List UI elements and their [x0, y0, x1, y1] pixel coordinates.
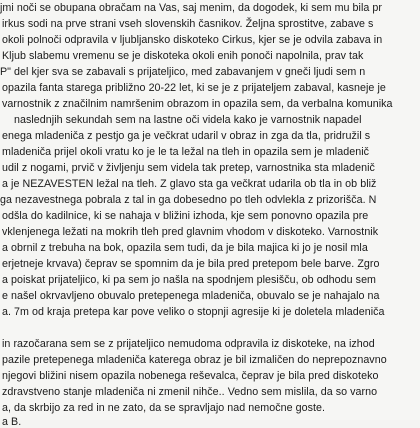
letter-line: a. 7m od kraja pretepa kar pove veliko o stopnji agresije ki je doletela mladeniča: [2, 306, 385, 318]
letter-line: okoli polnoči odpravila v ljubljansko diskoteko Cirkus, kjer se je odvila zabava in: [2, 34, 383, 46]
letter-line: vklenjenega ležati na mokrih tleh pred glavnim vhodom v diskoteko. Varnostnik: [2, 226, 379, 238]
letter-line: mladeniča prijel okoli vratu ko je le ta ležal na tleh in opazila sem je mladenič: [2, 146, 370, 158]
letter-line: odšla do kadilnice, ki se nahaja v bližini izhoda, kje sem ponovno opazila pre: [2, 210, 369, 222]
letter-line: in razočarana sem se z prijateljico nemudoma odpravila iz diskoteke, na izhod: [2, 338, 375, 350]
letter-line: Kljub slabemu vremenu se je diskoteka okoli enih ponoči napolnila, prav tak: [2, 50, 364, 62]
signature-line: a B.: [2, 416, 22, 428]
letter-line: irkus sodi na prve strani vseh slovenskih časnikov. Željna sprostitve, zabave s: [2, 18, 374, 30]
letter-line: enega mladeniča z pestjo ga je večkrat udaril v obraz in zga da tla, pridružil s: [2, 130, 371, 142]
letter-line: erjetneje krvava) čeprav se spomnim da je bila pred pretepom bele barve. Zgro: [2, 258, 380, 270]
letter-line: a obrnil z trebuha na bok, opazila sem tudi, da je bila majica ki jo je nosil mla: [2, 242, 368, 254]
letter-line: a je NEZAVESTEN ležal na tleh. Z glavo sta ga večkrat udarila ob tla in ob bliž: [2, 178, 377, 190]
letter-line: varnostnik z značilnim namršenim obrazom in opazila sem, da verbalna komunika: [2, 98, 393, 110]
letter-line: njegovi bližini nisem opazila nobenega reševalca, čeprav je bila pred diskoteko: [2, 370, 379, 382]
letter-line: P" del kjer sva se zabavali s prijateljico, med zabavanjem v gneči ljudi sem n: [0, 66, 366, 78]
letter-line: naslednjih sekundah sem na lastne oči videla kako je varnostnik napadel: [14, 114, 362, 126]
letter-line: opazila fanta starega približno 20-22 let, ki se je z prijateljem zabaval, kasneje je: [2, 82, 386, 94]
letter-line: e našel okrvavljeno obuvalo pretepenega mladeniča, obuvalo se je nahajalo na: [2, 290, 380, 302]
letter-line: a poiskat prijateljico, ki pa sem jo našla na spodnjem plesišču, ob odhodu sem: [2, 274, 377, 286]
letter-line: zdravstveno stanje mladeniča ni zmenil nihče.. Vedno sem mislila, da so varno: [2, 386, 378, 398]
letter-line: jmi noči se obupana obračam na Vas, saj menim, da dogodek, ki sem mu bila pr: [0, 2, 383, 14]
letter-line: udil z nogami, prvič v življenju sem videla tak pretep, varnostnika sta mladenič: [2, 162, 375, 174]
letter-line: ga nezavestnega pobrala z tal in ga dobesedno po tleh odvlekla z prizorišča. N: [0, 194, 377, 206]
letter-line: a, da skrbijo za red in ne zato, da se spravljajo nad nemočne goste.: [2, 402, 326, 414]
letter-line: pazile pretepenega mladeniča katerega obraz je bil izmaličen do neprepoznavno: [2, 354, 387, 366]
